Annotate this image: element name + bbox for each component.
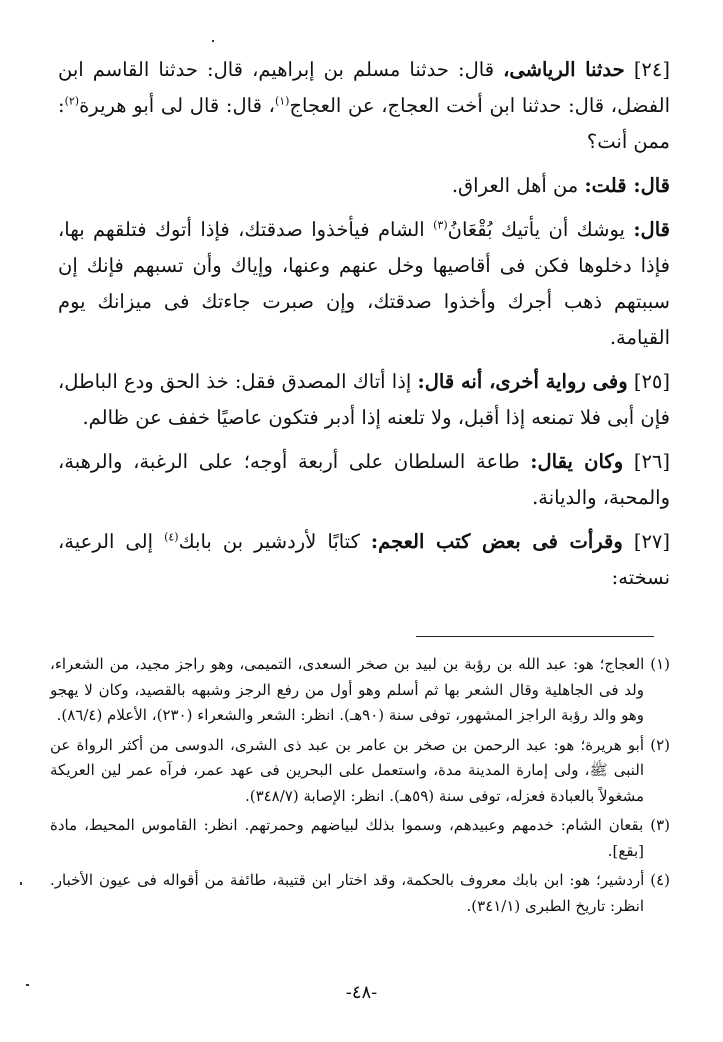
paragraph-text: يوشك أن يأتيك بُقْعَانُ: [447, 218, 634, 241]
paragraph-text: طاعة السلطان على أربعة أوجه؛ على الرغبة، والرهبة، والمحبة، والديانة.: [58, 450, 670, 509]
paragraph-reply: [58, 168, 670, 204]
paragraph-number: [٢٥]: [633, 370, 671, 393]
footnote-ref[interactable]: (٣): [433, 218, 448, 232]
footnote-marker: (٢): [650, 735, 670, 754]
paragraph-number: [٢٤]: [633, 58, 670, 81]
paragraph-24: [58, 52, 670, 160]
page-number: -٤٨-: [345, 982, 378, 1003]
footnote-2: [50, 733, 670, 810]
paragraph-number: [٢٧]: [633, 530, 670, 553]
paragraph-text: إذا أتاك المصدق فقل: خذ الحق ودع الباطل، فإن أبى فلا تمنعه إذا أقبل، ولا تلعنه إذا أدبر فتكون عاصيًا خفف عن ظالم.: [58, 370, 670, 429]
footnote-text: بقعان الشام: خدمهم وعبيدهم، وسموا بذلك لبياضهم وحمرتهم. انظر: القاموس المحيط، مادة [بقع].: [50, 816, 644, 860]
paragraph-lead: حدثنا الرياشى،: [503, 58, 625, 81]
paragraph-lead: وفى رواية أخرى، أنه قال:: [417, 370, 628, 393]
paragraph-lead: قال: قلت:: [584, 174, 670, 197]
footnote-marker: (٤): [650, 871, 670, 889]
footnote-marker: (٣): [650, 816, 670, 834]
scan-speck: [212, 40, 214, 42]
paragraph-text: : ممن أنت؟: [58, 94, 670, 153]
paragraph-25: [58, 364, 670, 436]
paragraph-lead: وقرأت فى بعض كتب العجم:: [370, 530, 623, 553]
paragraph-number: [٢٦]: [633, 450, 670, 473]
paragraph-text: الشام فيأخذوا صدقتك، فإذا أتوك فتلقهم بها، فإذا دخلوها فكن فى أقاصيها وخل عنهم وعنها، وإياك وأن تسبهم فإنك إن سببتهم ذهب أجرك وأخذوا صدقتك، وإن صبرت جاءتك فى ميزانك يوم القيامة.: [58, 218, 670, 349]
footnote-3: [50, 813, 670, 864]
footnote-separator: [416, 636, 654, 637]
footnote-marker: (١): [650, 655, 670, 673]
footnotes: [50, 652, 670, 923]
footnote-ref[interactable]: (٤): [164, 530, 179, 544]
paragraph-text: كتابًا لأردشير بن بابك: [178, 530, 371, 553]
paragraph-text: من أهل العراق.: [451, 174, 585, 197]
paragraph-text: ، قال: قال لى أبو هريرة: [79, 94, 275, 117]
paragraph-text: إلى الرعية، نسخته:: [58, 530, 670, 589]
footnote-text: العجاج؛ هو: عبد الله بن رؤبة بن لبيد بن صخر السعدى، التميمى، وهو راجز مجيد، من الشعراء، ولد فى الجاهلية وقال الشعر بها ثم أسلم وهو أول من رفع الرجز وشبهه بالقصيد، وكان لا يهجو وهو والد رؤبة الراجز المشهور، توفى سنة (٩٠هـ). انظر: الشعر والشعراء (٢٣٠)، الأعلام (٨٦/٤).: [50, 655, 645, 724]
footnote-1: [50, 652, 670, 729]
paragraph-text: قال: حدثنا مسلم بن إبراهيم، قال: حدثنا القاسم ابن الفضل، قال: حدثنا ابن أخت العجاج، عن العجاج: [58, 58, 671, 117]
paragraph-lead: وكان يقال:: [530, 450, 624, 473]
main-text: [58, 52, 670, 604]
footnote-ref[interactable]: (١): [274, 94, 290, 108]
footnote-text: أردشير؛ هو: ابن بابك معروف بالحكمة، وقد اختار ابن قتيبة، طائفة من أقواله فى عيون الأخبار. انظر: تاريخ الطبرى (٣٤١/١).: [50, 871, 645, 915]
scan-speck: [20, 882, 22, 885]
paragraph-26: [58, 444, 670, 516]
paragraph-saying: [58, 212, 670, 356]
paragraph-27: [58, 524, 670, 596]
scan-speck: [26, 984, 29, 986]
footnote-ref[interactable]: (٢): [64, 94, 80, 108]
paragraph-lead: قال:: [633, 218, 670, 241]
footnote-4: [50, 868, 670, 919]
footnote-text: أبو هريرة؛ هو: عبد الرحمن بن صخر بن عامر بن عبد ذى الشرى، الدوسى من أكثر الرواة عن النبى ﷺ، ولى إمارة المدينة مدة، واستعمل على البحرين فى عهد عمر، فرآه عمر لين العريكة مشغولاً بالعبادة فعزله، توفى سنة (٥٩هـ). انظر: الإصابة (٣٤٨/٧).: [50, 735, 645, 805]
